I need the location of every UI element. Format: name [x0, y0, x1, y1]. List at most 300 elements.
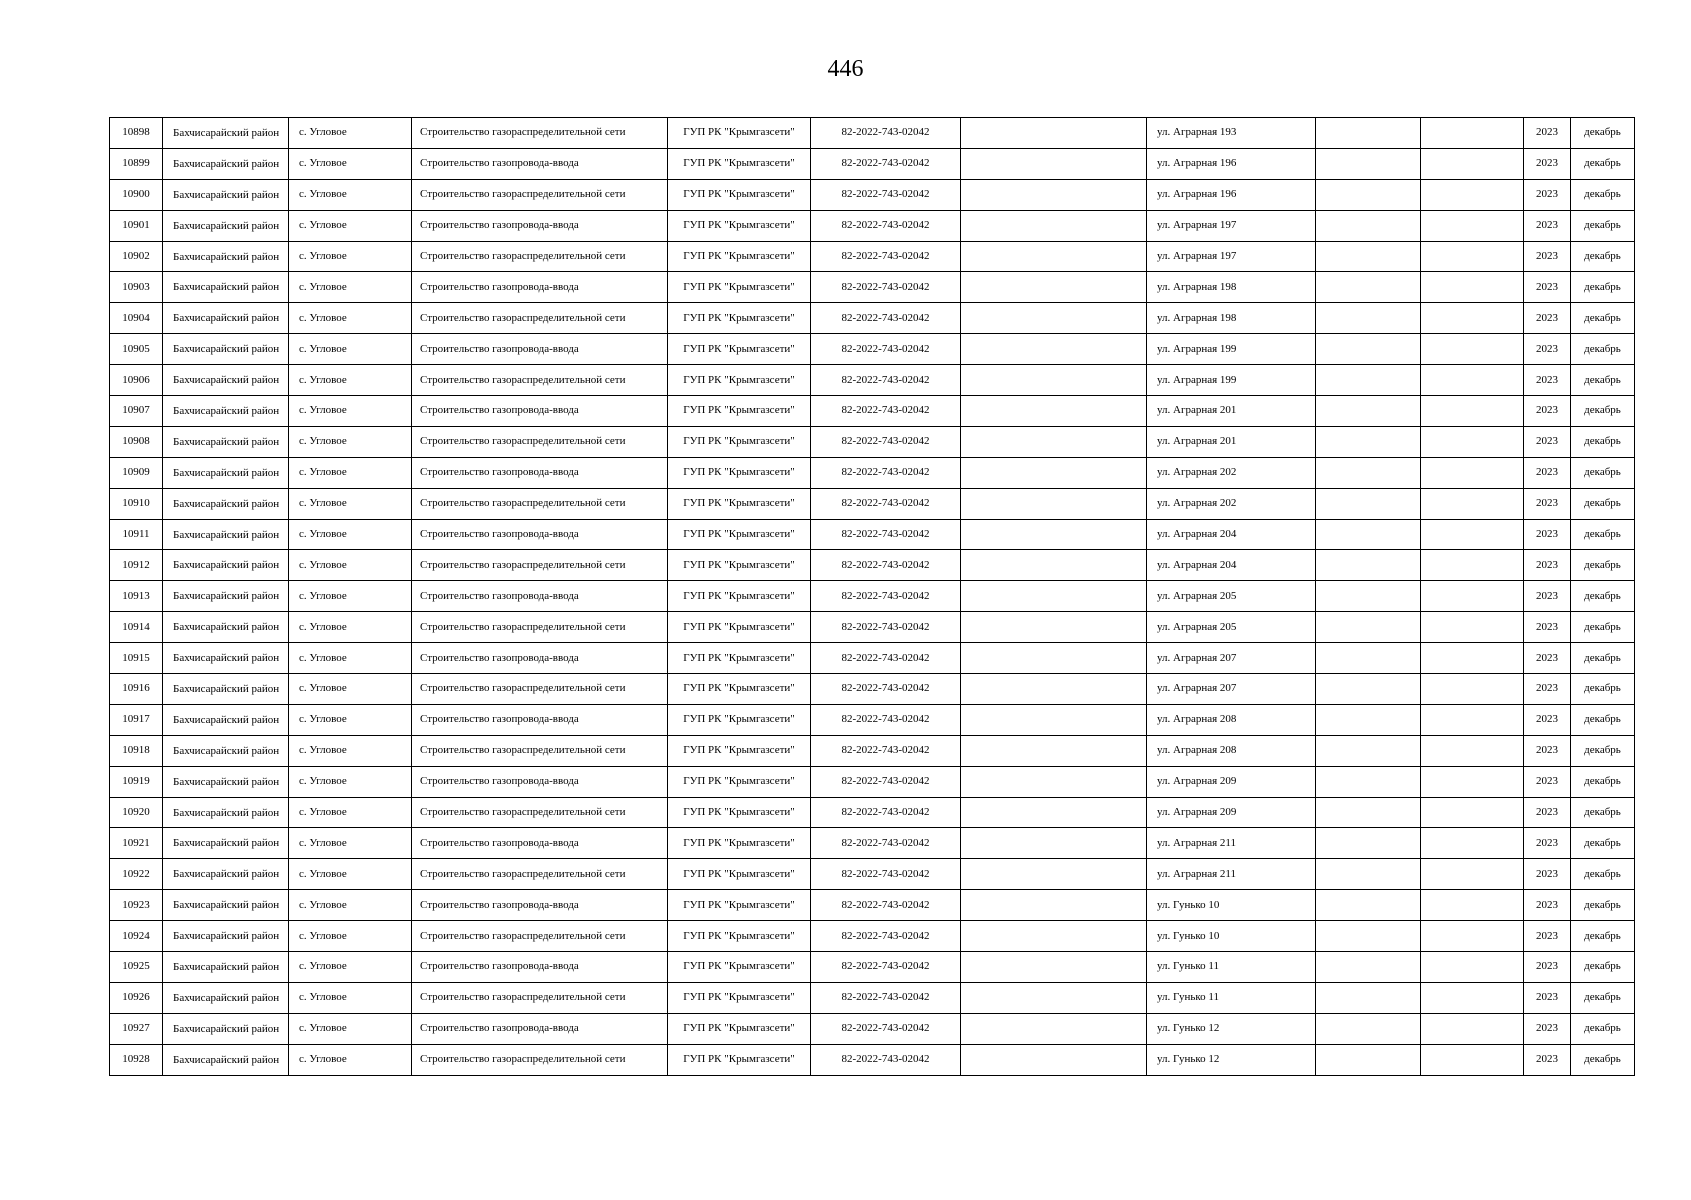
work-type-cell: Строительство газораспределительной сети [412, 735, 668, 766]
empty-cell [1316, 179, 1421, 210]
district-cell: Бахчисарайский район [163, 859, 289, 890]
table-row [110, 797, 1635, 828]
address-cell: ул. Аграрная 196 [1147, 179, 1316, 210]
code-cell: 82-2022-743-02042 [811, 241, 961, 272]
address-cell: ул. Аграрная 199 [1147, 334, 1316, 365]
work-type-cell: Строительство газопровода-ввода [412, 457, 668, 488]
district-cell: Бахчисарайский район [163, 519, 289, 550]
district-cell: Бахчисарайский район [163, 612, 289, 643]
district-cell: Бахчисарайский район [163, 426, 289, 457]
row-number: 10898 [110, 118, 163, 149]
table-row [110, 118, 1635, 149]
empty-cell [1316, 426, 1421, 457]
row-number: 10907 [110, 396, 163, 427]
work-type-cell: Строительство газораспределительной сети [412, 859, 668, 890]
empty-cell [1421, 828, 1524, 859]
month-cell: декабрь [1571, 797, 1635, 828]
work-type-cell: Строительство газораспределительной сети [412, 1044, 668, 1075]
address-cell: ул. Аграрная 205 [1147, 612, 1316, 643]
empty-cell [1316, 210, 1421, 241]
row-number: 10917 [110, 704, 163, 735]
table-row [110, 241, 1635, 272]
district-cell: Бахчисарайский район [163, 118, 289, 149]
address-cell: ул. Аграрная 208 [1147, 735, 1316, 766]
empty-cell [961, 1044, 1147, 1075]
address-cell: ул. Аграрная 199 [1147, 365, 1316, 396]
row-number: 10919 [110, 766, 163, 797]
month-cell: декабрь [1571, 148, 1635, 179]
empty-cell [1421, 1013, 1524, 1044]
organization-cell: ГУП РК "Крымгазсети" [668, 241, 811, 272]
address-cell: ул. Гунько 10 [1147, 890, 1316, 921]
village-cell: с. Угловое [289, 179, 412, 210]
empty-cell [1316, 396, 1421, 427]
village-cell: с. Угловое [289, 704, 412, 735]
village-cell: с. Угловое [289, 766, 412, 797]
address-cell: ул. Аграрная 201 [1147, 426, 1316, 457]
village-cell: с. Угловое [289, 426, 412, 457]
empty-cell [1421, 488, 1524, 519]
month-cell: декабрь [1571, 334, 1635, 365]
month-cell: декабрь [1571, 890, 1635, 921]
empty-cell [1316, 797, 1421, 828]
district-cell: Бахчисарайский район [163, 982, 289, 1013]
empty-cell [961, 118, 1147, 149]
table-row [110, 643, 1635, 674]
year-cell: 2023 [1524, 365, 1571, 396]
month-cell: декабрь [1571, 241, 1635, 272]
village-cell: с. Угловое [289, 365, 412, 396]
year-cell: 2023 [1524, 581, 1571, 612]
code-cell: 82-2022-743-02042 [811, 457, 961, 488]
empty-cell [1421, 612, 1524, 643]
empty-cell [1421, 519, 1524, 550]
work-type-cell: Строительство газораспределительной сети [412, 550, 668, 581]
organization-cell: ГУП РК "Крымгазсети" [668, 797, 811, 828]
address-cell: ул. Аграрная 204 [1147, 550, 1316, 581]
month-cell: декабрь [1571, 982, 1635, 1013]
month-cell: декабрь [1571, 1044, 1635, 1075]
empty-cell [1421, 457, 1524, 488]
month-cell: декабрь [1571, 735, 1635, 766]
empty-cell [1421, 241, 1524, 272]
empty-cell [1316, 118, 1421, 149]
district-cell: Бахчисарайский район [163, 179, 289, 210]
month-cell: декабрь [1571, 550, 1635, 581]
empty-cell [1421, 704, 1524, 735]
code-cell: 82-2022-743-02042 [811, 179, 961, 210]
year-cell: 2023 [1524, 1013, 1571, 1044]
row-number: 10905 [110, 334, 163, 365]
empty-cell [1421, 797, 1524, 828]
row-number: 10901 [110, 210, 163, 241]
district-cell: Бахчисарайский район [163, 674, 289, 705]
year-cell: 2023 [1524, 334, 1571, 365]
empty-cell [961, 982, 1147, 1013]
row-number: 10899 [110, 148, 163, 179]
empty-cell [1421, 426, 1524, 457]
organization-cell: ГУП РК "Крымгазсети" [668, 921, 811, 952]
empty-cell [1421, 148, 1524, 179]
empty-cell [1316, 488, 1421, 519]
organization-cell: ГУП РК "Крымгазсети" [668, 859, 811, 890]
year-cell: 2023 [1524, 952, 1571, 983]
code-cell: 82-2022-743-02042 [811, 766, 961, 797]
year-cell: 2023 [1524, 457, 1571, 488]
address-cell: ул. Гунько 10 [1147, 921, 1316, 952]
empty-cell [961, 952, 1147, 983]
row-number: 10912 [110, 550, 163, 581]
village-cell: с. Угловое [289, 550, 412, 581]
work-type-cell: Строительство газопровода-ввода [412, 272, 668, 303]
month-cell: декабрь [1571, 1013, 1635, 1044]
work-type-cell: Строительство газораспределительной сети [412, 674, 668, 705]
row-number: 10925 [110, 952, 163, 983]
empty-cell [1316, 982, 1421, 1013]
table-row [110, 303, 1635, 334]
address-cell: ул. Аграрная 193 [1147, 118, 1316, 149]
month-cell: декабрь [1571, 612, 1635, 643]
organization-cell: ГУП РК "Крымгазсети" [668, 303, 811, 334]
empty-cell [1316, 519, 1421, 550]
code-cell: 82-2022-743-02042 [811, 612, 961, 643]
month-cell: декабрь [1571, 519, 1635, 550]
row-number: 10918 [110, 735, 163, 766]
row-number: 10902 [110, 241, 163, 272]
table-row [110, 1044, 1635, 1075]
row-number: 10922 [110, 859, 163, 890]
address-cell: ул. Аграрная 209 [1147, 797, 1316, 828]
row-number: 10927 [110, 1013, 163, 1044]
year-cell: 2023 [1524, 519, 1571, 550]
year-cell: 2023 [1524, 426, 1571, 457]
work-type-cell: Строительство газопровода-ввода [412, 643, 668, 674]
work-type-cell: Строительство газопровода-ввода [412, 396, 668, 427]
empty-cell [961, 859, 1147, 890]
address-cell: ул. Аграрная 202 [1147, 457, 1316, 488]
code-cell: 82-2022-743-02042 [811, 921, 961, 952]
organization-cell: ГУП РК "Крымгазсети" [668, 426, 811, 457]
table-row [110, 952, 1635, 983]
organization-cell: ГУП РК "Крымгазсети" [668, 581, 811, 612]
code-cell: 82-2022-743-02042 [811, 735, 961, 766]
empty-cell [961, 241, 1147, 272]
row-number: 10928 [110, 1044, 163, 1075]
table-row [110, 148, 1635, 179]
empty-cell [1316, 735, 1421, 766]
village-cell: с. Угловое [289, 1013, 412, 1044]
empty-cell [961, 179, 1147, 210]
district-cell: Бахчисарайский район [163, 1013, 289, 1044]
work-type-cell: Строительство газораспределительной сети [412, 118, 668, 149]
empty-cell [1421, 365, 1524, 396]
empty-cell [961, 828, 1147, 859]
organization-cell: ГУП РК "Крымгазсети" [668, 612, 811, 643]
address-cell: ул. Гунько 12 [1147, 1044, 1316, 1075]
month-cell: декабрь [1571, 457, 1635, 488]
empty-cell [961, 704, 1147, 735]
row-number: 10913 [110, 581, 163, 612]
village-cell: с. Угловое [289, 581, 412, 612]
address-cell: ул. Аграрная 205 [1147, 581, 1316, 612]
organization-cell: ГУП РК "Крымгазсети" [668, 519, 811, 550]
work-type-cell: Строительство газораспределительной сети [412, 241, 668, 272]
organization-cell: ГУП РК "Крымгазсети" [668, 982, 811, 1013]
empty-cell [1316, 704, 1421, 735]
empty-cell [1421, 179, 1524, 210]
empty-cell [1316, 365, 1421, 396]
empty-cell [1316, 334, 1421, 365]
village-cell: с. Угловое [289, 303, 412, 334]
district-cell: Бахчисарайский район [163, 272, 289, 303]
district-cell: Бахчисарайский район [163, 241, 289, 272]
year-cell: 2023 [1524, 828, 1571, 859]
month-cell: декабрь [1571, 704, 1635, 735]
year-cell: 2023 [1524, 612, 1571, 643]
empty-cell [961, 1013, 1147, 1044]
village-cell: с. Угловое [289, 334, 412, 365]
work-type-cell: Строительство газопровода-ввода [412, 890, 668, 921]
organization-cell: ГУП РК "Крымгазсети" [668, 643, 811, 674]
work-type-cell: Строительство газораспределительной сети [412, 488, 668, 519]
district-cell: Бахчисарайский район [163, 550, 289, 581]
organization-cell: ГУП РК "Крымгазсети" [668, 118, 811, 149]
code-cell: 82-2022-743-02042 [811, 1013, 961, 1044]
work-type-cell: Строительство газопровода-ввода [412, 704, 668, 735]
village-cell: с. Угловое [289, 118, 412, 149]
work-type-cell: Строительство газораспределительной сети [412, 982, 668, 1013]
code-cell: 82-2022-743-02042 [811, 859, 961, 890]
page-number: 446 [827, 56, 864, 82]
work-type-cell: Строительство газораспределительной сети [412, 426, 668, 457]
empty-cell [1421, 210, 1524, 241]
year-cell: 2023 [1524, 674, 1571, 705]
table-row [110, 272, 1635, 303]
work-type-cell: Строительство газораспределительной сети [412, 797, 668, 828]
row-number: 10904 [110, 303, 163, 334]
month-cell: декабрь [1571, 303, 1635, 334]
empty-cell [1421, 118, 1524, 149]
empty-cell [1421, 859, 1524, 890]
empty-cell [1316, 828, 1421, 859]
village-cell: с. Угловое [289, 210, 412, 241]
district-cell: Бахчисарайский район [163, 488, 289, 519]
row-number: 10914 [110, 612, 163, 643]
table-row [110, 766, 1635, 797]
organization-cell: ГУП РК "Крымгазсети" [668, 396, 811, 427]
work-type-cell: Строительство газопровода-ввода [412, 952, 668, 983]
table-row [110, 612, 1635, 643]
code-cell: 82-2022-743-02042 [811, 488, 961, 519]
table-row [110, 365, 1635, 396]
organization-cell: ГУП РК "Крымгазсети" [668, 766, 811, 797]
empty-cell [1316, 890, 1421, 921]
gasification-table [109, 117, 1635, 1076]
organization-cell: ГУП РК "Крымгазсети" [668, 735, 811, 766]
district-cell: Бахчисарайский район [163, 396, 289, 427]
table-row [110, 890, 1635, 921]
table-row [110, 1013, 1635, 1044]
year-cell: 2023 [1524, 921, 1571, 952]
empty-cell [961, 890, 1147, 921]
year-cell: 2023 [1524, 982, 1571, 1013]
code-cell: 82-2022-743-02042 [811, 118, 961, 149]
empty-cell [1421, 581, 1524, 612]
year-cell: 2023 [1524, 148, 1571, 179]
address-cell: ул. Аграрная 207 [1147, 643, 1316, 674]
organization-cell: ГУП РК "Крымгазсети" [668, 148, 811, 179]
empty-cell [1421, 643, 1524, 674]
empty-cell [961, 426, 1147, 457]
code-cell: 82-2022-743-02042 [811, 550, 961, 581]
empty-cell [961, 457, 1147, 488]
empty-cell [961, 365, 1147, 396]
table-row [110, 859, 1635, 890]
address-cell: ул. Гунько 11 [1147, 982, 1316, 1013]
row-number: 10915 [110, 643, 163, 674]
year-cell: 2023 [1524, 766, 1571, 797]
row-number: 10924 [110, 921, 163, 952]
village-cell: с. Угловое [289, 1044, 412, 1075]
district-cell: Бахчисарайский район [163, 643, 289, 674]
village-cell: с. Угловое [289, 643, 412, 674]
address-cell: ул. Аграрная 211 [1147, 828, 1316, 859]
address-cell: ул. Гунько 12 [1147, 1013, 1316, 1044]
organization-cell: ГУП РК "Крымгазсети" [668, 1013, 811, 1044]
month-cell: декабрь [1571, 210, 1635, 241]
month-cell: декабрь [1571, 396, 1635, 427]
row-number: 10920 [110, 797, 163, 828]
district-cell: Бахчисарайский район [163, 148, 289, 179]
year-cell: 2023 [1524, 797, 1571, 828]
code-cell: 82-2022-743-02042 [811, 674, 961, 705]
code-cell: 82-2022-743-02042 [811, 643, 961, 674]
address-cell: ул. Аграрная 207 [1147, 674, 1316, 705]
work-type-cell: Строительство газопровода-ввода [412, 210, 668, 241]
district-cell: Бахчисарайский район [163, 890, 289, 921]
row-number: 10900 [110, 179, 163, 210]
table-row [110, 210, 1635, 241]
work-type-cell: Строительство газопровода-ввода [412, 828, 668, 859]
row-number: 10923 [110, 890, 163, 921]
village-cell: с. Угловое [289, 890, 412, 921]
year-cell: 2023 [1524, 272, 1571, 303]
empty-cell [1421, 334, 1524, 365]
year-cell: 2023 [1524, 704, 1571, 735]
empty-cell [961, 643, 1147, 674]
work-type-cell: Строительство газопровода-ввода [412, 148, 668, 179]
code-cell: 82-2022-743-02042 [811, 1044, 961, 1075]
empty-cell [961, 396, 1147, 427]
code-cell: 82-2022-743-02042 [811, 148, 961, 179]
work-type-cell: Строительство газораспределительной сети [412, 921, 668, 952]
village-cell: с. Угловое [289, 488, 412, 519]
work-type-cell: Строительство газопровода-ввода [412, 334, 668, 365]
district-cell: Бахчисарайский район [163, 921, 289, 952]
organization-cell: ГУП РК "Крымгазсети" [668, 890, 811, 921]
table-body [110, 118, 1635, 1076]
year-cell: 2023 [1524, 303, 1571, 334]
district-cell: Бахчисарайский район [163, 581, 289, 612]
table-row [110, 550, 1635, 581]
work-type-cell: Строительство газораспределительной сети [412, 612, 668, 643]
empty-cell [1421, 952, 1524, 983]
district-cell: Бахчисарайский район [163, 766, 289, 797]
empty-cell [1316, 581, 1421, 612]
empty-cell [1316, 272, 1421, 303]
code-cell: 82-2022-743-02042 [811, 890, 961, 921]
row-number: 10909 [110, 457, 163, 488]
code-cell: 82-2022-743-02042 [811, 365, 961, 396]
organization-cell: ГУП РК "Крымгазсети" [668, 828, 811, 859]
district-cell: Бахчисарайский район [163, 303, 289, 334]
month-cell: декабрь [1571, 766, 1635, 797]
empty-cell [1316, 674, 1421, 705]
year-cell: 2023 [1524, 1044, 1571, 1075]
organization-cell: ГУП РК "Крымгазсети" [668, 1044, 811, 1075]
empty-cell [1316, 148, 1421, 179]
village-cell: с. Угловое [289, 148, 412, 179]
code-cell: 82-2022-743-02042 [811, 210, 961, 241]
empty-cell [1421, 674, 1524, 705]
row-number: 10906 [110, 365, 163, 396]
code-cell: 82-2022-743-02042 [811, 704, 961, 735]
address-cell: ул. Гунько 11 [1147, 952, 1316, 983]
code-cell: 82-2022-743-02042 [811, 426, 961, 457]
year-cell: 2023 [1524, 118, 1571, 149]
village-cell: с. Угловое [289, 859, 412, 890]
address-cell: ул. Аграрная 197 [1147, 210, 1316, 241]
work-type-cell: Строительство газопровода-ввода [412, 519, 668, 550]
empty-cell [1421, 921, 1524, 952]
district-cell: Бахчисарайский район [163, 735, 289, 766]
code-cell: 82-2022-743-02042 [811, 334, 961, 365]
month-cell: декабрь [1571, 179, 1635, 210]
table-row [110, 704, 1635, 735]
empty-cell [961, 488, 1147, 519]
empty-cell [961, 766, 1147, 797]
address-cell: ул. Аграрная 209 [1147, 766, 1316, 797]
year-cell: 2023 [1524, 735, 1571, 766]
empty-cell [961, 612, 1147, 643]
organization-cell: ГУП РК "Крымгазсети" [668, 272, 811, 303]
district-cell: Бахчисарайский район [163, 704, 289, 735]
district-cell: Бахчисарайский район [163, 334, 289, 365]
row-number: 10908 [110, 426, 163, 457]
district-cell: Бахчисарайский район [163, 828, 289, 859]
empty-cell [1316, 303, 1421, 334]
month-cell: декабрь [1571, 488, 1635, 519]
table-row [110, 735, 1635, 766]
empty-cell [1421, 272, 1524, 303]
empty-cell [961, 550, 1147, 581]
address-cell: ул. Аграрная 202 [1147, 488, 1316, 519]
empty-cell [1316, 457, 1421, 488]
empty-cell [1421, 303, 1524, 334]
empty-cell [1316, 1013, 1421, 1044]
month-cell: декабрь [1571, 952, 1635, 983]
village-cell: с. Угловое [289, 674, 412, 705]
village-cell: с. Угловое [289, 396, 412, 427]
empty-cell [1316, 921, 1421, 952]
row-number: 10916 [110, 674, 163, 705]
district-cell: Бахчисарайский район [163, 457, 289, 488]
code-cell: 82-2022-743-02042 [811, 797, 961, 828]
empty-cell [1316, 612, 1421, 643]
empty-cell [961, 272, 1147, 303]
empty-cell [961, 334, 1147, 365]
organization-cell: ГУП РК "Крымгазсети" [668, 365, 811, 396]
